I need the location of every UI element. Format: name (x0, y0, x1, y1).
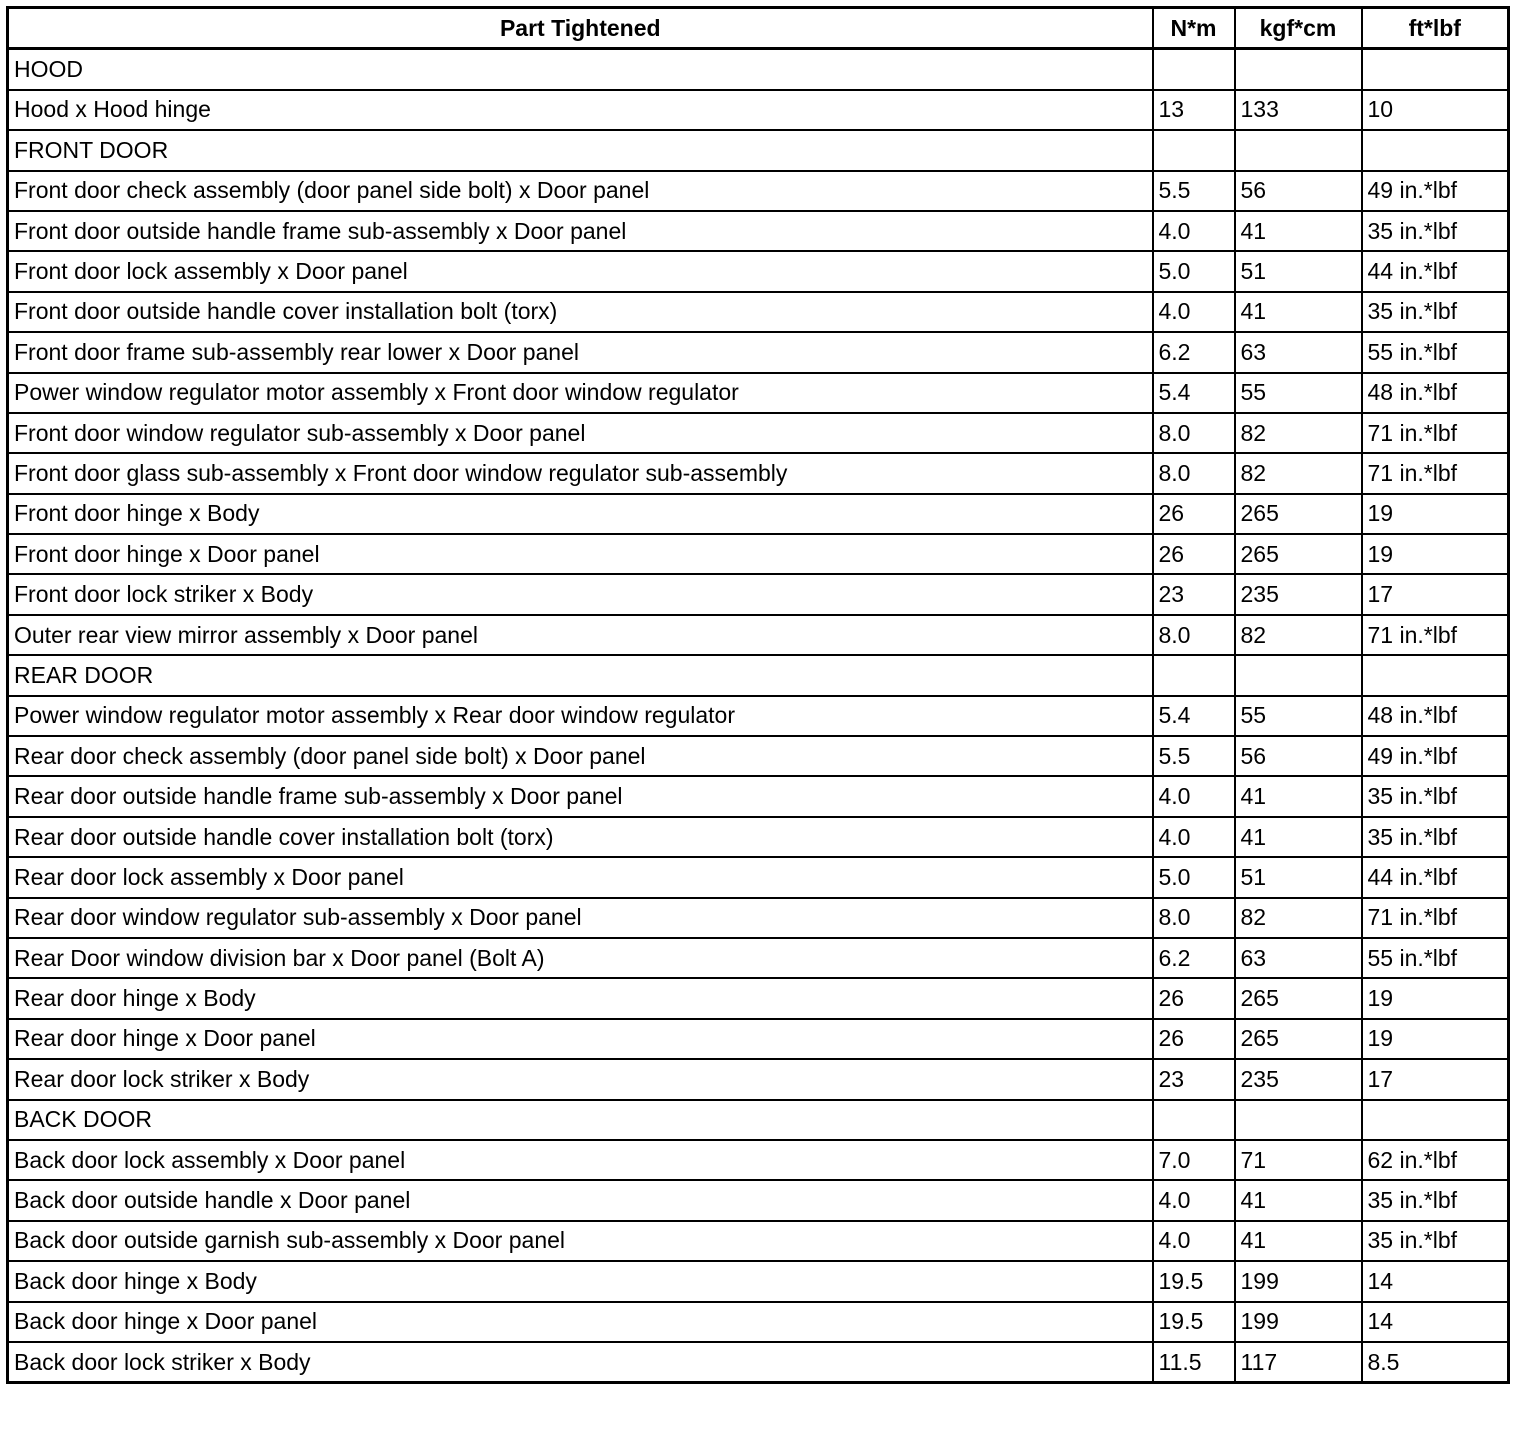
cell-kgf-cm: 82 (1235, 898, 1362, 938)
cell-part: Rear door outside handle cover installation bolt (torx) (8, 817, 1153, 857)
cell-kgf-cm: 199 (1235, 1261, 1362, 1301)
cell-ft-lbf: 19 (1362, 494, 1509, 534)
cell-ft-lbf: 35 in.*lbf (1362, 817, 1509, 857)
cell-nm: 23 (1153, 1059, 1235, 1099)
header-kgf-cm: kgf*cm (1235, 8, 1362, 49)
cell-kgf-cm: 235 (1235, 574, 1362, 614)
cell-ft-lbf: 14 (1362, 1302, 1509, 1342)
table-row (8, 898, 1509, 938)
cell-kgf-cm: 63 (1235, 332, 1362, 372)
cell-part: Rear door hinge x Door panel (8, 1019, 1153, 1059)
cell-nm: 13 (1153, 90, 1235, 130)
cell-ft-lbf: 71 in.*lbf (1362, 413, 1509, 453)
cell-part: Back door outside handle x Door panel (8, 1180, 1153, 1220)
section-row (8, 130, 1509, 170)
cell-part: Front door glass sub-assembly x Front door window regulator sub-assembly (8, 453, 1153, 493)
cell-nm (1153, 130, 1235, 170)
cell-part: FRONT DOOR (8, 130, 1153, 170)
section-row (8, 655, 1509, 695)
cell-kgf-cm: 265 (1235, 494, 1362, 534)
cell-part: Rear door check assembly (door panel side bolt) x Door panel (8, 736, 1153, 776)
cell-ft-lbf (1362, 1100, 1509, 1140)
cell-part: Back door hinge x Body (8, 1261, 1153, 1301)
cell-ft-lbf: 35 in.*lbf (1362, 211, 1509, 251)
cell-ft-lbf: 14 (1362, 1261, 1509, 1301)
cell-nm: 26 (1153, 534, 1235, 574)
cell-ft-lbf: 49 in.*lbf (1362, 736, 1509, 776)
table-row (8, 1342, 1509, 1383)
cell-ft-lbf: 48 in.*lbf (1362, 696, 1509, 736)
cell-nm: 4.0 (1153, 1221, 1235, 1261)
table-row (8, 1059, 1509, 1099)
cell-part: Front door frame sub-assembly rear lower x Door panel (8, 332, 1153, 372)
cell-kgf-cm: 55 (1235, 373, 1362, 413)
table-row (8, 696, 1509, 736)
cell-nm: 11.5 (1153, 1342, 1235, 1383)
cell-nm: 19.5 (1153, 1302, 1235, 1342)
cell-part: Back door outside garnish sub-assembly x Door panel (8, 1221, 1153, 1261)
table-row (8, 251, 1509, 291)
cell-kgf-cm: 71 (1235, 1140, 1362, 1180)
cell-nm: 7.0 (1153, 1140, 1235, 1180)
cell-nm: 8.0 (1153, 453, 1235, 493)
cell-kgf-cm: 41 (1235, 1221, 1362, 1261)
cell-kgf-cm: 51 (1235, 251, 1362, 291)
cell-nm: 23 (1153, 574, 1235, 614)
cell-part: Back door lock striker x Body (8, 1342, 1153, 1383)
cell-nm: 26 (1153, 494, 1235, 534)
cell-ft-lbf: 35 in.*lbf (1362, 1221, 1509, 1261)
cell-ft-lbf: 19 (1362, 1019, 1509, 1059)
cell-nm: 4.0 (1153, 776, 1235, 816)
cell-kgf-cm: 265 (1235, 978, 1362, 1018)
cell-ft-lbf: 19 (1362, 534, 1509, 574)
cell-nm: 5.5 (1153, 171, 1235, 211)
cell-part: HOOD (8, 49, 1153, 90)
cell-part: Rear Door window division bar x Door panel (Bolt A) (8, 938, 1153, 978)
cell-ft-lbf: 44 in.*lbf (1362, 857, 1509, 897)
header-row (8, 8, 1509, 49)
header-ft-lbf: ft*lbf (1362, 8, 1509, 49)
table-row (8, 171, 1509, 211)
cell-kgf-cm: 117 (1235, 1342, 1362, 1383)
cell-part: Front door lock assembly x Door panel (8, 251, 1153, 291)
cell-nm (1153, 655, 1235, 695)
cell-part: Front door hinge x Door panel (8, 534, 1153, 574)
table-row (8, 938, 1509, 978)
cell-ft-lbf: 71 in.*lbf (1362, 615, 1509, 655)
cell-kgf-cm: 82 (1235, 413, 1362, 453)
cell-nm: 8.0 (1153, 898, 1235, 938)
table-row (8, 574, 1509, 614)
cell-nm: 26 (1153, 1019, 1235, 1059)
cell-nm: 19.5 (1153, 1261, 1235, 1301)
cell-nm (1153, 49, 1235, 90)
cell-nm: 6.2 (1153, 938, 1235, 978)
cell-part: Power window regulator motor assembly x Rear door window regulator (8, 696, 1153, 736)
cell-part: Front door outside handle frame sub-assembly x Door panel (8, 211, 1153, 251)
cell-ft-lbf: 49 in.*lbf (1362, 171, 1509, 211)
cell-nm: 4.0 (1153, 292, 1235, 332)
cell-ft-lbf: 17 (1362, 1059, 1509, 1099)
cell-nm: 5.5 (1153, 736, 1235, 776)
table-row (8, 1221, 1509, 1261)
table-row (8, 978, 1509, 1018)
cell-part: Rear door lock assembly x Door panel (8, 857, 1153, 897)
table-row (8, 453, 1509, 493)
cell-nm: 8.0 (1153, 615, 1235, 655)
table-row (8, 90, 1509, 130)
cell-part: REAR DOOR (8, 655, 1153, 695)
cell-ft-lbf: 35 in.*lbf (1362, 292, 1509, 332)
table-row (8, 1261, 1509, 1301)
cell-kgf-cm: 82 (1235, 615, 1362, 655)
cell-nm: 6.2 (1153, 332, 1235, 372)
cell-part: Rear door window regulator sub-assembly x Door panel (8, 898, 1153, 938)
cell-ft-lbf (1362, 130, 1509, 170)
cell-part: Rear door hinge x Body (8, 978, 1153, 1018)
table-row (8, 615, 1509, 655)
cell-ft-lbf: 10 (1362, 90, 1509, 130)
table-row (8, 373, 1509, 413)
cell-part: Rear door outside handle frame sub-assembly x Door panel (8, 776, 1153, 816)
table-row (8, 857, 1509, 897)
cell-part: Front door hinge x Body (8, 494, 1153, 534)
table-row (8, 1180, 1509, 1220)
cell-ft-lbf: 44 in.*lbf (1362, 251, 1509, 291)
cell-nm: 8.0 (1153, 413, 1235, 453)
section-row (8, 1100, 1509, 1140)
cell-kgf-cm: 63 (1235, 938, 1362, 978)
header-nm: N*m (1153, 8, 1235, 49)
cell-nm: 5.4 (1153, 696, 1235, 736)
section-row (8, 49, 1509, 90)
table-row (8, 736, 1509, 776)
cell-ft-lbf: 48 in.*lbf (1362, 373, 1509, 413)
cell-kgf-cm: 41 (1235, 292, 1362, 332)
table-row (8, 776, 1509, 816)
cell-kgf-cm: 41 (1235, 776, 1362, 816)
table-row (8, 817, 1509, 857)
cell-kgf-cm: 41 (1235, 817, 1362, 857)
table-header (8, 8, 1509, 49)
cell-ft-lbf (1362, 49, 1509, 90)
table-row (8, 534, 1509, 574)
table-row (8, 494, 1509, 534)
cell-kgf-cm: 235 (1235, 1059, 1362, 1099)
table-row (8, 1140, 1509, 1180)
cell-ft-lbf (1362, 655, 1509, 695)
cell-kgf-cm (1235, 130, 1362, 170)
cell-part: Rear door lock striker x Body (8, 1059, 1153, 1099)
cell-ft-lbf: 71 in.*lbf (1362, 898, 1509, 938)
table-row (8, 332, 1509, 372)
cell-kgf-cm (1235, 1100, 1362, 1140)
cell-kgf-cm (1235, 655, 1362, 695)
torque-spec-table (6, 6, 1510, 1384)
cell-kgf-cm: 41 (1235, 211, 1362, 251)
cell-nm: 4.0 (1153, 211, 1235, 251)
cell-nm: 4.0 (1153, 817, 1235, 857)
cell-kgf-cm (1235, 49, 1362, 90)
cell-ft-lbf: 19 (1362, 978, 1509, 1018)
cell-nm: 5.4 (1153, 373, 1235, 413)
table-row (8, 211, 1509, 251)
cell-part: Front door window regulator sub-assembly x Door panel (8, 413, 1153, 453)
cell-part: Front door check assembly (door panel side bolt) x Door panel (8, 171, 1153, 211)
table-row (8, 413, 1509, 453)
table-row (8, 292, 1509, 332)
cell-ft-lbf: 35 in.*lbf (1362, 776, 1509, 816)
cell-kgf-cm: 265 (1235, 534, 1362, 574)
cell-ft-lbf: 17 (1362, 574, 1509, 614)
table-body (8, 49, 1509, 1383)
cell-nm (1153, 1100, 1235, 1140)
cell-nm: 5.0 (1153, 857, 1235, 897)
cell-ft-lbf: 55 in.*lbf (1362, 332, 1509, 372)
cell-part: Power window regulator motor assembly x Front door window regulator (8, 373, 1153, 413)
cell-kgf-cm: 41 (1235, 1180, 1362, 1220)
table-row (8, 1019, 1509, 1059)
cell-kgf-cm: 51 (1235, 857, 1362, 897)
cell-kgf-cm: 265 (1235, 1019, 1362, 1059)
cell-part: Back door lock assembly x Door panel (8, 1140, 1153, 1180)
cell-part: BACK DOOR (8, 1100, 1153, 1140)
cell-kgf-cm: 56 (1235, 736, 1362, 776)
header-part-tightened: Part Tightened (8, 8, 1153, 49)
cell-kgf-cm: 199 (1235, 1302, 1362, 1342)
cell-part: Front door outside handle cover installation bolt (torx) (8, 292, 1153, 332)
table-row (8, 1302, 1509, 1342)
cell-ft-lbf: 55 in.*lbf (1362, 938, 1509, 978)
cell-nm: 5.0 (1153, 251, 1235, 291)
cell-kgf-cm: 55 (1235, 696, 1362, 736)
cell-ft-lbf: 62 in.*lbf (1362, 1140, 1509, 1180)
cell-ft-lbf: 35 in.*lbf (1362, 1180, 1509, 1220)
cell-kgf-cm: 56 (1235, 171, 1362, 211)
cell-ft-lbf: 8.5 (1362, 1342, 1509, 1383)
cell-ft-lbf: 71 in.*lbf (1362, 453, 1509, 493)
cell-part: Back door hinge x Door panel (8, 1302, 1153, 1342)
cell-nm: 26 (1153, 978, 1235, 1018)
cell-nm: 4.0 (1153, 1180, 1235, 1220)
cell-kgf-cm: 82 (1235, 453, 1362, 493)
cell-part: Outer rear view mirror assembly x Door panel (8, 615, 1153, 655)
cell-kgf-cm: 133 (1235, 90, 1362, 130)
cell-part: Front door lock striker x Body (8, 574, 1153, 614)
cell-part: Hood x Hood hinge (8, 90, 1153, 130)
